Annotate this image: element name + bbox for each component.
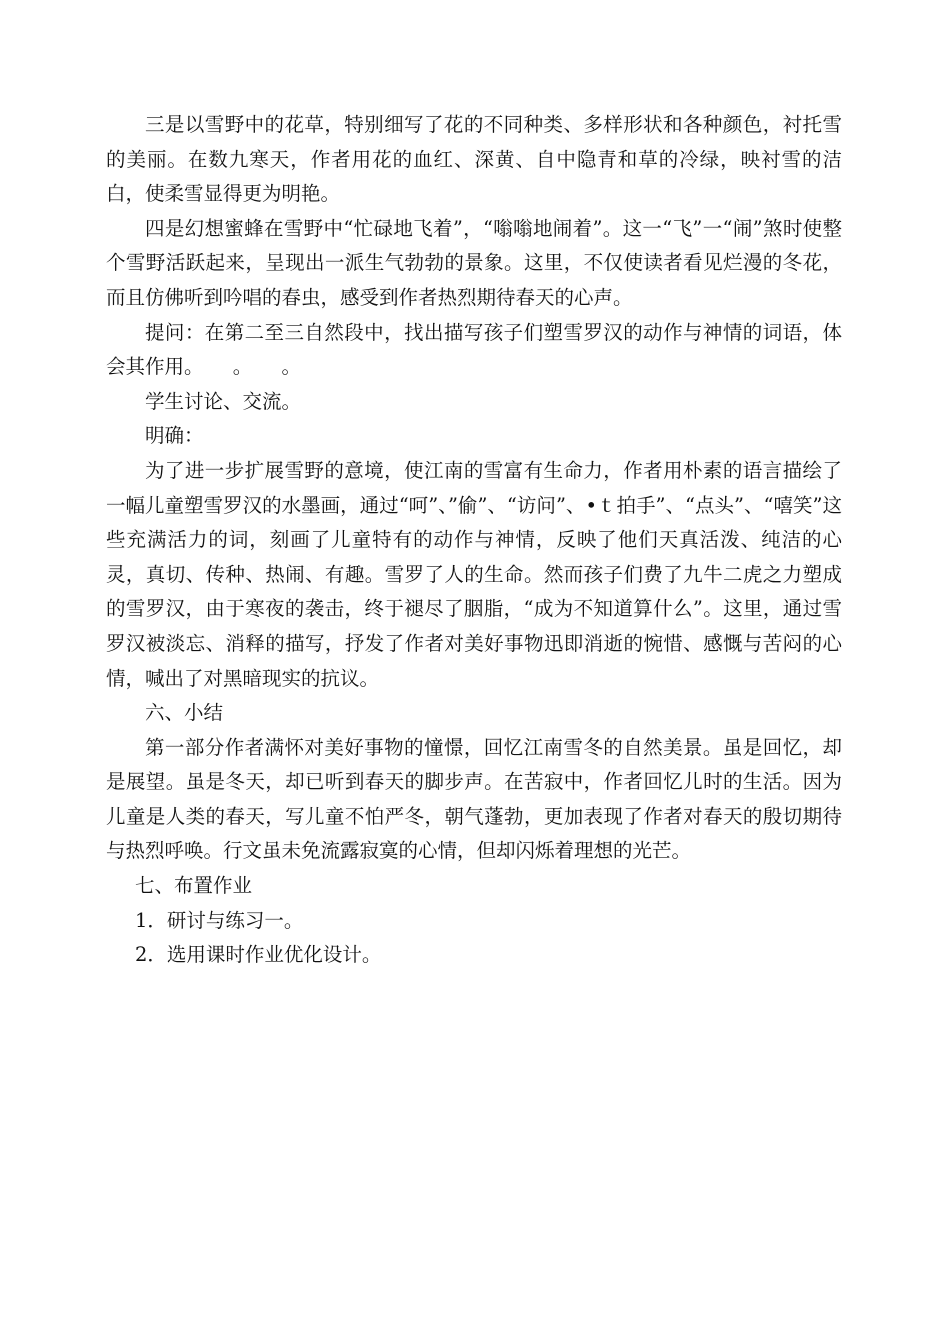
paragraph-bees: 四是幻想蜜蜂在雪野中“忙碌地飞着”，“嗡嗡地闹着”。这一“飞”一“闹”煞时使整个雪野活跃起来，呈现出一派生气勃勃的景象。这里，不仅使读者看见烂漫的冬花，而且仿佛听到吟唱的春虫，感受到作者热烈期待春天的心声。 <box>106 216 842 309</box>
paragraph-summary: 第一部分作者满怀对美好事物的憧憬，回忆江南雪冬的自然美景。虽是回忆，却是展望。虽是冬天，却已听到春天的脚步声。在苦寂中，作者回忆儿时的生活。因为儿童是人类的春天，写儿童不怕严冬，朝气蓬勃，更加表现了作者对春天的殷切期待与热烈呼唤。行文虽未免流露寂寞的心情，但却闪烁着理想的光芒。 <box>106 735 842 863</box>
paragraph-flowers: 三是以雪野中的花草，特别细写了花的不同种类、多样形状和各种颜色，衬托雪的美丽。在数九寒天，作者用花的血红、深黄、自中隐青和草的冷绿，映衬雪的洁白，使柔雪显得更为明艳。 <box>106 113 842 206</box>
paragraph-clarify-body: 为了进一步扩展雪野的意境，使江南的雪富有生命力，作者用朴素的语言描绘了一幅儿童塑雪罗汉的水墨画，通过“呵”、”偷”、“访问”、•ｔ拍手”、“点头”、“嘻笑”这些充满活力的词，刻画了儿童特有的动作与神情，反映了他们天真活泼、纯洁的心灵，真切、传种、热闹、有趣。雪罗了人的生命。然而孩子们费了九牛二虎之力塑成的雪罗汉，由于寒夜的袭击，终于褪尽了胭脂，“成为不知道算什么”。这里，通过雪罗汉被淡忘、消释的描写，抒发了作者对美好事物迅即消逝的惋惜、感慨与苦闷的心情，喊出了对黑暗现实的抗议。 <box>106 458 842 690</box>
paragraph-discussion: 学生讨论、交流。 <box>145 389 302 413</box>
homework-item-1: 1．研讨与练习一。 <box>135 908 304 932</box>
homework-item-2: 2．选用课时作业优化设计。 <box>135 943 382 967</box>
paragraph-clarify-label: 明确： <box>145 424 204 448</box>
paragraph-question: 提问：在第二至三自然段中，找出描写孩子们塑雪罗汉的动作与神情的词语，体会其作用。 。 。 <box>106 320 842 379</box>
section-heading-homework: 七、布置作业 <box>135 874 253 898</box>
document-page <box>106 108 842 973</box>
section-heading-summary: 六、小结 <box>145 701 224 725</box>
